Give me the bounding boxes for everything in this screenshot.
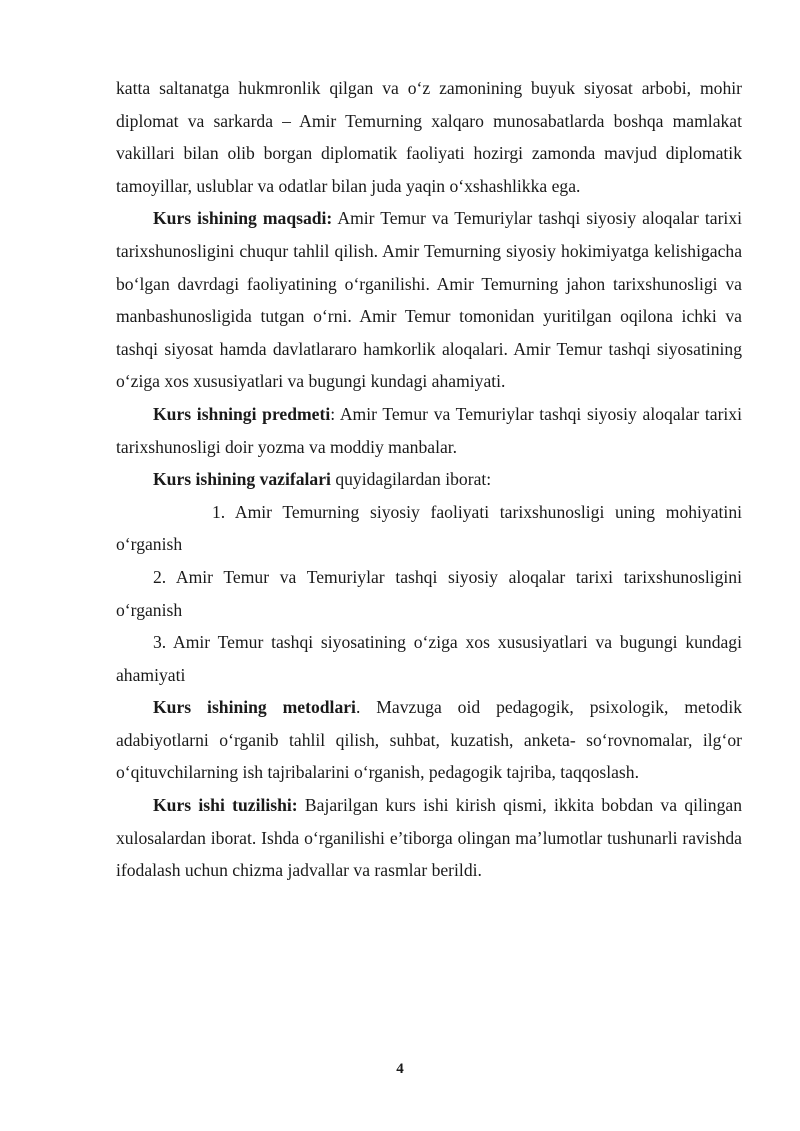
subject-text: : Amir Temur va Temuriylar tashqi siyosiy aloqalar tarixi tarixshunosligi doir yozma va moddiy manbalar. — [116, 403, 742, 457]
methods-text: . Mavzuga oid pedagogik, psixologik, metodik adabiyotlarni o‘rganib tahlil qilish, suhbat, kuzatish, anketa- so‘rovnomalar, ilg‘or o‘qituvchilarning ish tajribalarini o‘rganish, pedagogik tajriba, taqqoslash. — [116, 697, 743, 783]
goal-paragraph — [116, 202, 742, 398]
structure-heading: Kurs ishi tuzilishi: — [153, 795, 298, 816]
task-item-3: 3. Amir Temur tashqi siyosatining o‘ziga xos xususiyatlari va bugungi kundagi ahamiyati — [116, 632, 742, 685]
goal-text: Amir Temur va Temuriylar tashqi siyosiy aloqalar tarixi tarixshunosligini chuqur tahlil qilish. Amir Temurning siyosiy hokimiyatga kelishigacha bo‘lgan davrdagi faoliyatining o‘rganilishi. Amir Temurning jahon tarixshunosligi va manbashunosligida tutgan o‘rni. Amir Temur tomonidan yuritilgan oqilona ichki va tashqi siyosat hamda davlatlararo hamkorlik aloqalari. Amir Temur tashqi siyosatining o‘ziga xos xususiyatlari va bugungi kundagi ahamiyati. — [116, 208, 743, 392]
subject-heading: Kurs ishningi predmeti — [153, 403, 331, 424]
methods-paragraph — [116, 691, 742, 789]
intro-paragraph: katta saltanatga hukmronlik qilgan va o‘z zamonining buyuk siyosat arbobi, mohir diplomat va sarkarda – Amir Temurning xalqaro munosabatlarda boshqa mamlakat vakillari bilan olib borgan diplomatik faoliyati hozirgi zamonda mavjud diplomatik tamoyillar, uslublar va odatlar bilan juda yaqin o‘xshashlikka ega. — [116, 78, 742, 196]
tasks-paragraph — [116, 463, 742, 496]
subject-paragraph — [116, 398, 742, 463]
tasks-heading: Kurs ishining vazifalari — [153, 469, 331, 490]
methods-heading: Kurs ishining metodlari — [153, 697, 356, 718]
goal-heading: Kurs ishining maqsadi: — [153, 208, 333, 229]
tasks-text: quyidagilardan iborat: — [330, 469, 492, 490]
task-item-2: 2. Amir Temur va Temuriylar tashqi siyosiy aloqalar tarixi tarixshunosligini o‘rganish — [116, 566, 742, 620]
structure-text: Bajarilgan kurs ishi kirish qismi, ikkita bobdan va qilingan xulosalardan iborat. Ishda o‘rganilishi e’tiborga olingan ma’lumotlar tushunarli ravishda ifodalash uchun chizma jadvallar va rasmlar berildi. — [116, 795, 742, 881]
task-item-1: 1. Amir Temurning siyosiy faoliyati tarixshunosligi uning mohiyatini o‘rganish — [116, 501, 742, 555]
page-number: 4 — [396, 1061, 404, 1077]
structure-paragraph — [116, 789, 742, 887]
document-body — [116, 72, 742, 887]
